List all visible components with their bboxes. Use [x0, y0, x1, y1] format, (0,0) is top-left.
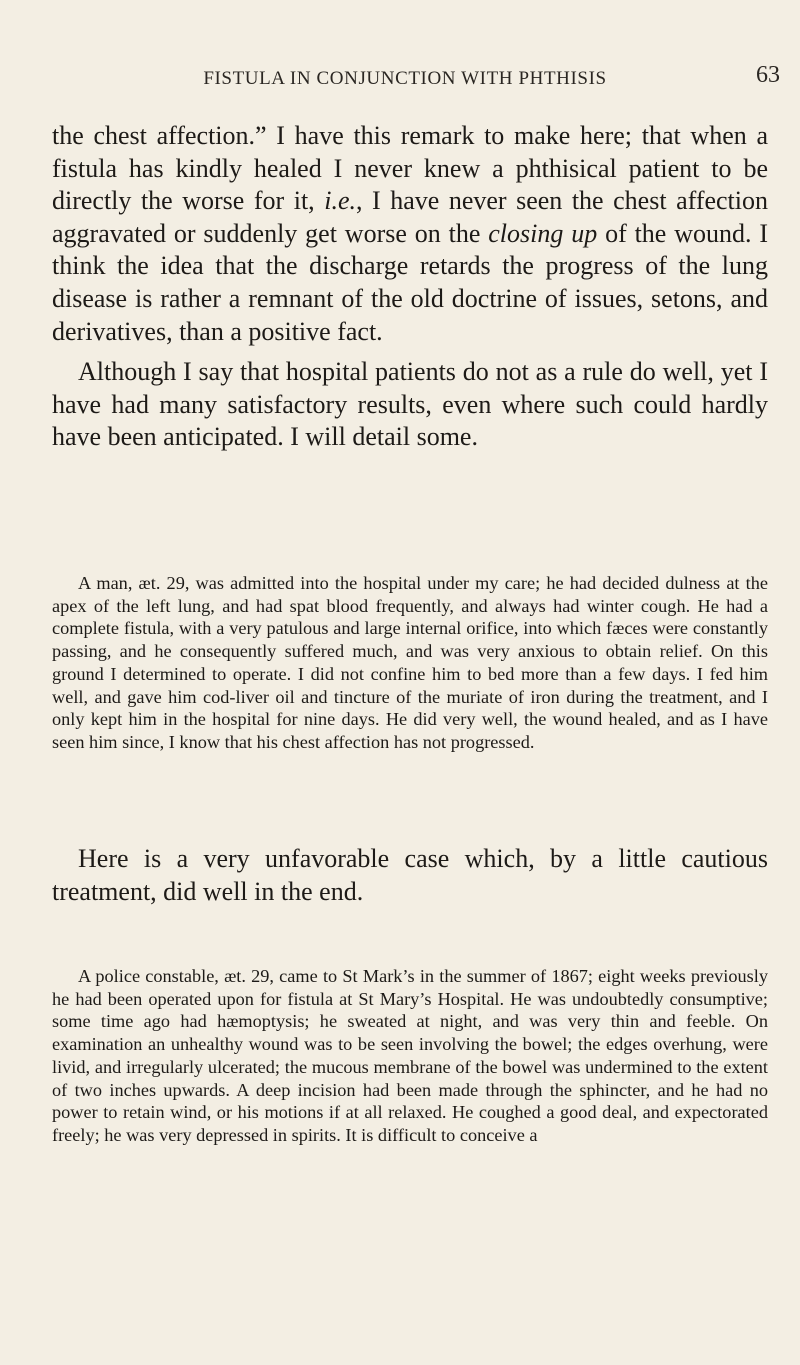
- paragraph-1-part-a: the chest affection.” I have this remark to make here; that when a fistula has kindly healed I never knew a phthisical patient to be directly the worse for it,: [52, 121, 768, 216]
- case-report-1: [52, 572, 768, 754]
- paragraph-1-emphasis: closing up: [488, 218, 598, 248]
- case-1-text: A man, æt. 29, was admitted into the hospital under my care; he had decided dulness at the apex of the left lung, and had spat blood frequently, and always had winter cough. He had a complete fistula, with a very patulous and large internal orifice, into which fæces were constantly passing, and he consequently suffered much, and was very anxious to obtain relief. On this ground I determined to operate. I did not confine him to bed more than a few days. I fed him well, and gave him cod-liver oil and tincture of the muriate of iron during the treatment, and I only kept him in the hospital for nine days. He did very well, the wound healed, and as I have seen him since, I know that his chest affection has not progressed.: [52, 573, 768, 752]
- paragraph-1: [52, 120, 768, 348]
- page-header: [0, 62, 800, 98]
- paragraph-continued: [52, 120, 768, 348]
- paragraph-1-part-b: , I have never seen the chest affection aggravated or suddenly get worse on the: [52, 186, 769, 248]
- case-2-text: A police constable, æt. 29, came to St Mark’s in the summer of 1867; eight weeks previously he had been operated upon for fistula at St Mary’s Hospital. He was undoubtedly consumptive; some time ago had hæmoptysis; he sweated at night, and was very thin and feeble. On examination an unhealthy wound was to be seen involving the bowel; the edges overhung, were livid, and irregularly ulcerated; the mucous membrane of the bowel was undermined to the extent of two inches upwards. A deep incision had been made through the sphincter, and he had no power to retain wind, or his motions if at all relaxed. He coughed a good deal, and expectorated freely; he was very depressed in spirits. It is difficult to conceive a: [52, 966, 768, 1145]
- paragraph-block-3: [52, 843, 768, 908]
- case-report-2: [52, 965, 768, 1147]
- page-number: 63: [756, 62, 780, 88]
- paragraph-1-ie: i.e.: [324, 186, 356, 216]
- paragraph-1-part-c: of the wound. I think the idea that the discharge retards the progress of the lung disease is rather a remnant of the old doctrine of issues, setons, and derivatives, than a positive fact.: [52, 218, 769, 346]
- paragraph-2: Although I say that hospital patients do not as a rule do well, yet I have had many satisfactory results, even where such could hardly have been anticipated. I will detail some.: [52, 357, 768, 452]
- running-head: FISTULA IN CONJUNCTION WITH PHTHISIS: [203, 68, 607, 89]
- paragraph-block-2: [52, 356, 768, 454]
- paragraph-3: Here is a very unfavorable case which, by a little cautious treatment, did well in the end.: [52, 844, 768, 906]
